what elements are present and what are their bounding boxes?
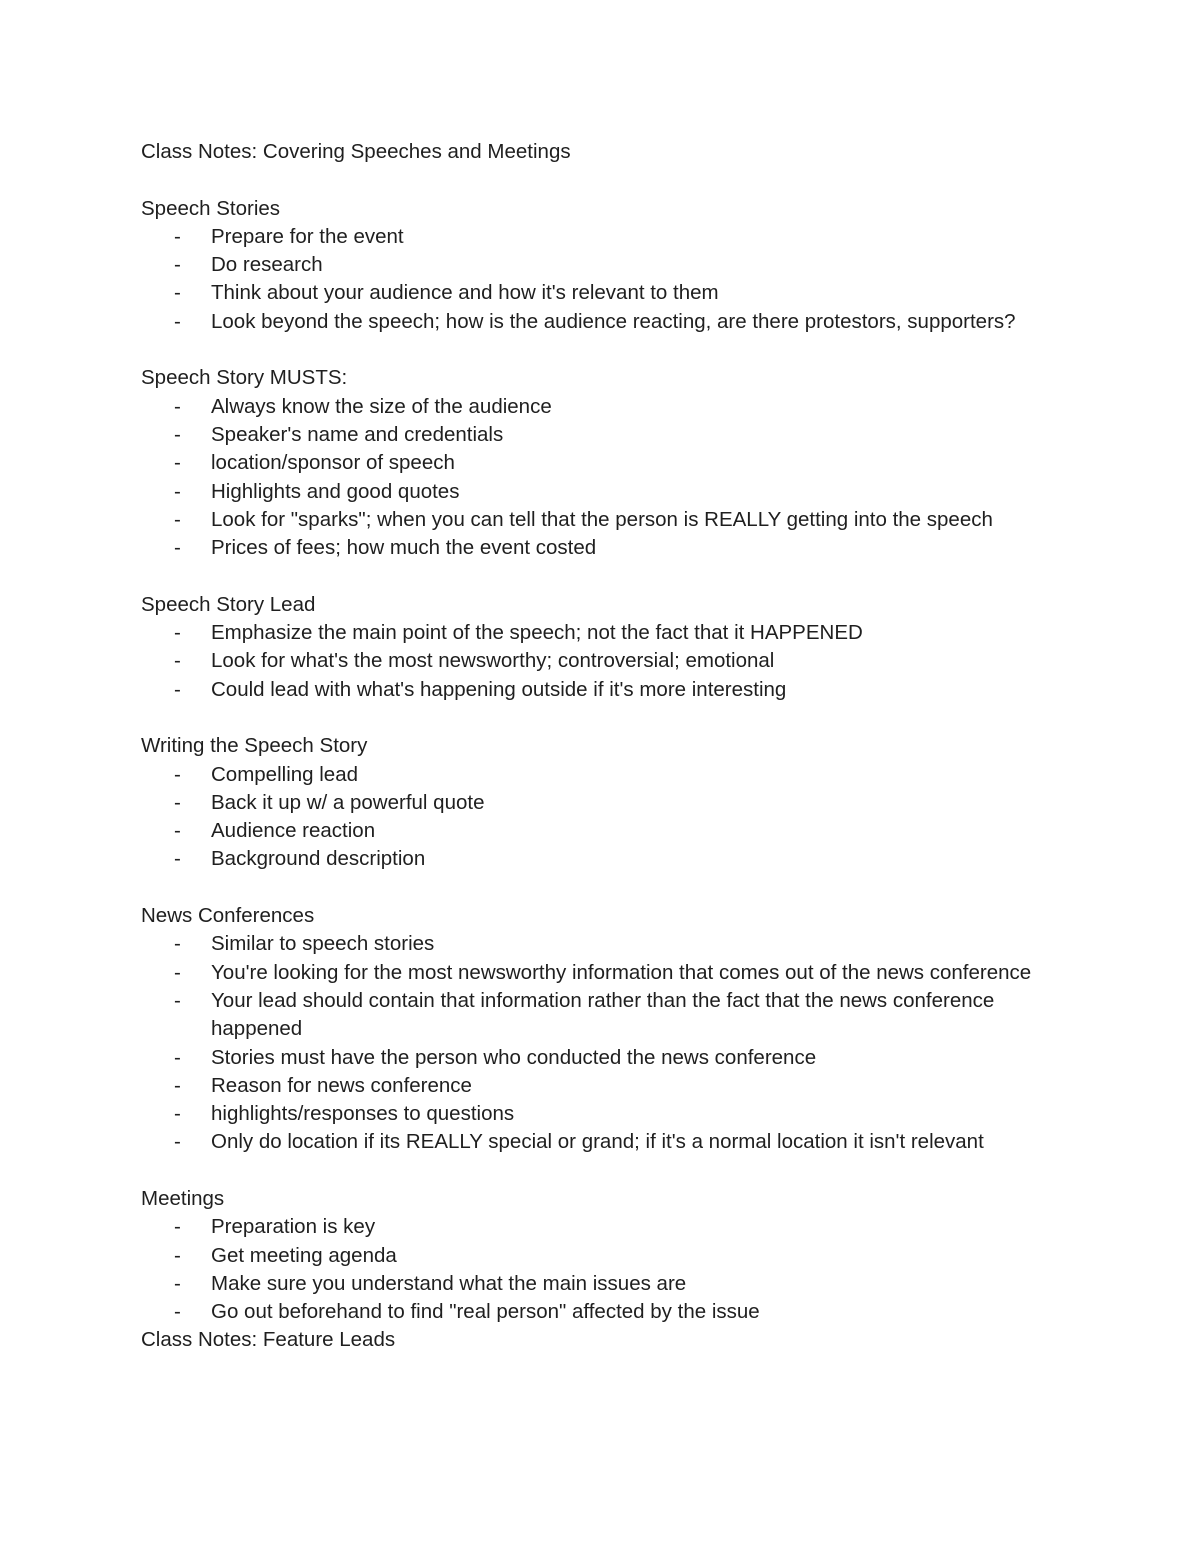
list-item-text: Only do location if its REALLY special or grand; if it's a normal location it isn't relevant: [211, 1130, 984, 1154]
list-item: [141, 1044, 1041, 1072]
list-item: [141, 1128, 1041, 1156]
list-item: [141, 223, 1041, 251]
bullet-dash: -: [174, 1073, 181, 1097]
bullet-dash: -: [174, 621, 181, 645]
list-item: [141, 959, 1041, 987]
next-notes-title: Class Notes: Feature Leads: [141, 1328, 396, 1352]
list-item: [141, 449, 1041, 477]
list-item: [141, 845, 1041, 873]
list-item: [141, 1213, 1041, 1241]
list-item: [141, 761, 1041, 789]
list-item-text: Always know the size of the audience: [211, 394, 552, 418]
list-item-text: Preparation is key: [211, 1215, 376, 1239]
bullet-dash: -: [174, 536, 181, 560]
bullet-list: [141, 393, 1061, 563]
bullet-dash: -: [174, 677, 181, 701]
list-item: [141, 647, 1041, 675]
list-item: [141, 619, 1041, 647]
list-item: [141, 817, 1041, 845]
list-item: [141, 789, 1041, 817]
bullet-dash: -: [174, 281, 181, 305]
bullet-dash: -: [174, 649, 181, 673]
list-item-text: Reason for news conference: [211, 1073, 472, 1097]
list-item: [141, 930, 1041, 958]
list-item: [141, 421, 1041, 449]
bullet-dash: -: [174, 394, 181, 418]
list-item-text: Prepare for the event: [211, 224, 404, 248]
list-item-text: Look for what's the most newsworthy; controversial; emotional: [211, 649, 775, 673]
list-item-text: location/sponsor of speech: [211, 451, 455, 475]
bullet-dash: -: [174, 988, 181, 1012]
list-item-text: Make sure you understand what the main issues are: [211, 1271, 687, 1295]
bullet-dash: -: [174, 819, 181, 843]
list-item-text: Background description: [211, 847, 426, 871]
list-item-text: Audience reaction: [211, 819, 376, 843]
bullet-dash: -: [174, 224, 181, 248]
bullet-dash: -: [174, 960, 181, 984]
list-item: [141, 1298, 1041, 1326]
bullet-dash: -: [174, 309, 181, 333]
list-item: [141, 676, 1041, 704]
bullet-dash: -: [174, 422, 181, 446]
list-item: [141, 534, 1041, 562]
bullet-dash: -: [174, 1243, 181, 1267]
document-page: [141, 138, 1061, 1355]
list-item: [141, 1072, 1041, 1100]
list-item: [141, 506, 1041, 534]
bullet-dash: -: [174, 451, 181, 475]
list-item-text: Highlights and good quotes: [211, 479, 460, 503]
document-title: Class Notes: Covering Speeches and Meetings: [141, 140, 571, 163]
list-item: [141, 308, 1041, 336]
list-item: [141, 393, 1041, 421]
list-item-text: Get meeting agenda: [211, 1243, 397, 1267]
section-news-conferences: [141, 902, 1061, 1157]
section-speech-stories: [141, 195, 1061, 336]
list-item-text: Speaker's name and credentials: [211, 422, 504, 446]
list-item-text: Stories must have the person who conducted the news conference: [211, 1045, 817, 1069]
section-writing-the-speech-story: [141, 732, 1061, 873]
list-item: [141, 1270, 1041, 1298]
section-meetings: [141, 1185, 1061, 1326]
bullet-dash: -: [174, 1045, 181, 1069]
list-item-text: Think about your audience and how it's relevant to them: [211, 281, 719, 305]
bullet-list: [141, 930, 1061, 1156]
bullet-list: [141, 1213, 1061, 1326]
section-heading: Speech Stories: [141, 196, 281, 220]
list-item-text: Could lead with what's happening outside if it's more interesting: [211, 677, 787, 701]
bullet-dash: -: [174, 1102, 181, 1126]
list-item: [141, 251, 1041, 279]
bullet-dash: -: [174, 790, 181, 814]
bullet-dash: -: [174, 1271, 181, 1295]
bullet-dash: -: [174, 762, 181, 786]
list-item-text: Look for "sparks"; when you can tell that the person is REALLY getting into the speech: [211, 507, 993, 531]
bullet-dash: -: [174, 1300, 181, 1324]
list-item-text: You're looking for the most newsworthy information that comes out of the news conference: [211, 960, 1032, 984]
bullet-dash: -: [174, 479, 181, 503]
bullet-dash: -: [174, 847, 181, 871]
list-item: [141, 987, 1041, 1044]
bullet-dash: -: [174, 253, 181, 277]
list-item-text: Your lead should contain that information rather than the fact that the news conference happened: [211, 988, 995, 1041]
list-item: [141, 279, 1041, 307]
list-item: [141, 1242, 1041, 1270]
list-item-text: highlights/responses to questions: [211, 1102, 515, 1126]
list-item-text: Emphasize the main point of the speech; not the fact that it HAPPENED: [211, 621, 863, 645]
bullet-list: [141, 223, 1061, 336]
section-heading: Writing the Speech Story: [141, 734, 368, 758]
section-speech-story-musts: [141, 364, 1061, 562]
list-item-text: Compelling lead: [211, 762, 359, 786]
list-item-text: Go out beforehand to find "real person" affected by the issue: [211, 1300, 760, 1324]
section-heading: Meetings: [141, 1186, 225, 1210]
bullet-dash: -: [174, 1130, 181, 1154]
section-speech-story-lead: [141, 591, 1061, 704]
list-item-text: Similar to speech stories: [211, 932, 435, 956]
section-heading: Speech Story Lead: [141, 592, 316, 616]
list-item: [141, 478, 1041, 506]
list-item-text: Do research: [211, 253, 323, 277]
list-item-text: Prices of fees; how much the event costed: [211, 536, 597, 560]
bullet-dash: -: [174, 932, 181, 956]
bullet-dash: -: [174, 507, 181, 531]
bullet-list: [141, 619, 1061, 704]
list-item-text: Look beyond the speech; how is the audience reacting, are there protestors, supporters?: [211, 309, 1016, 333]
bullet-dash: -: [174, 1215, 181, 1239]
list-item: [141, 1100, 1041, 1128]
section-heading: Speech Story MUSTS:: [141, 366, 348, 390]
bullet-list: [141, 761, 1061, 874]
list-item-text: Back it up w/ a powerful quote: [211, 790, 485, 814]
section-heading: News Conferences: [141, 904, 315, 928]
